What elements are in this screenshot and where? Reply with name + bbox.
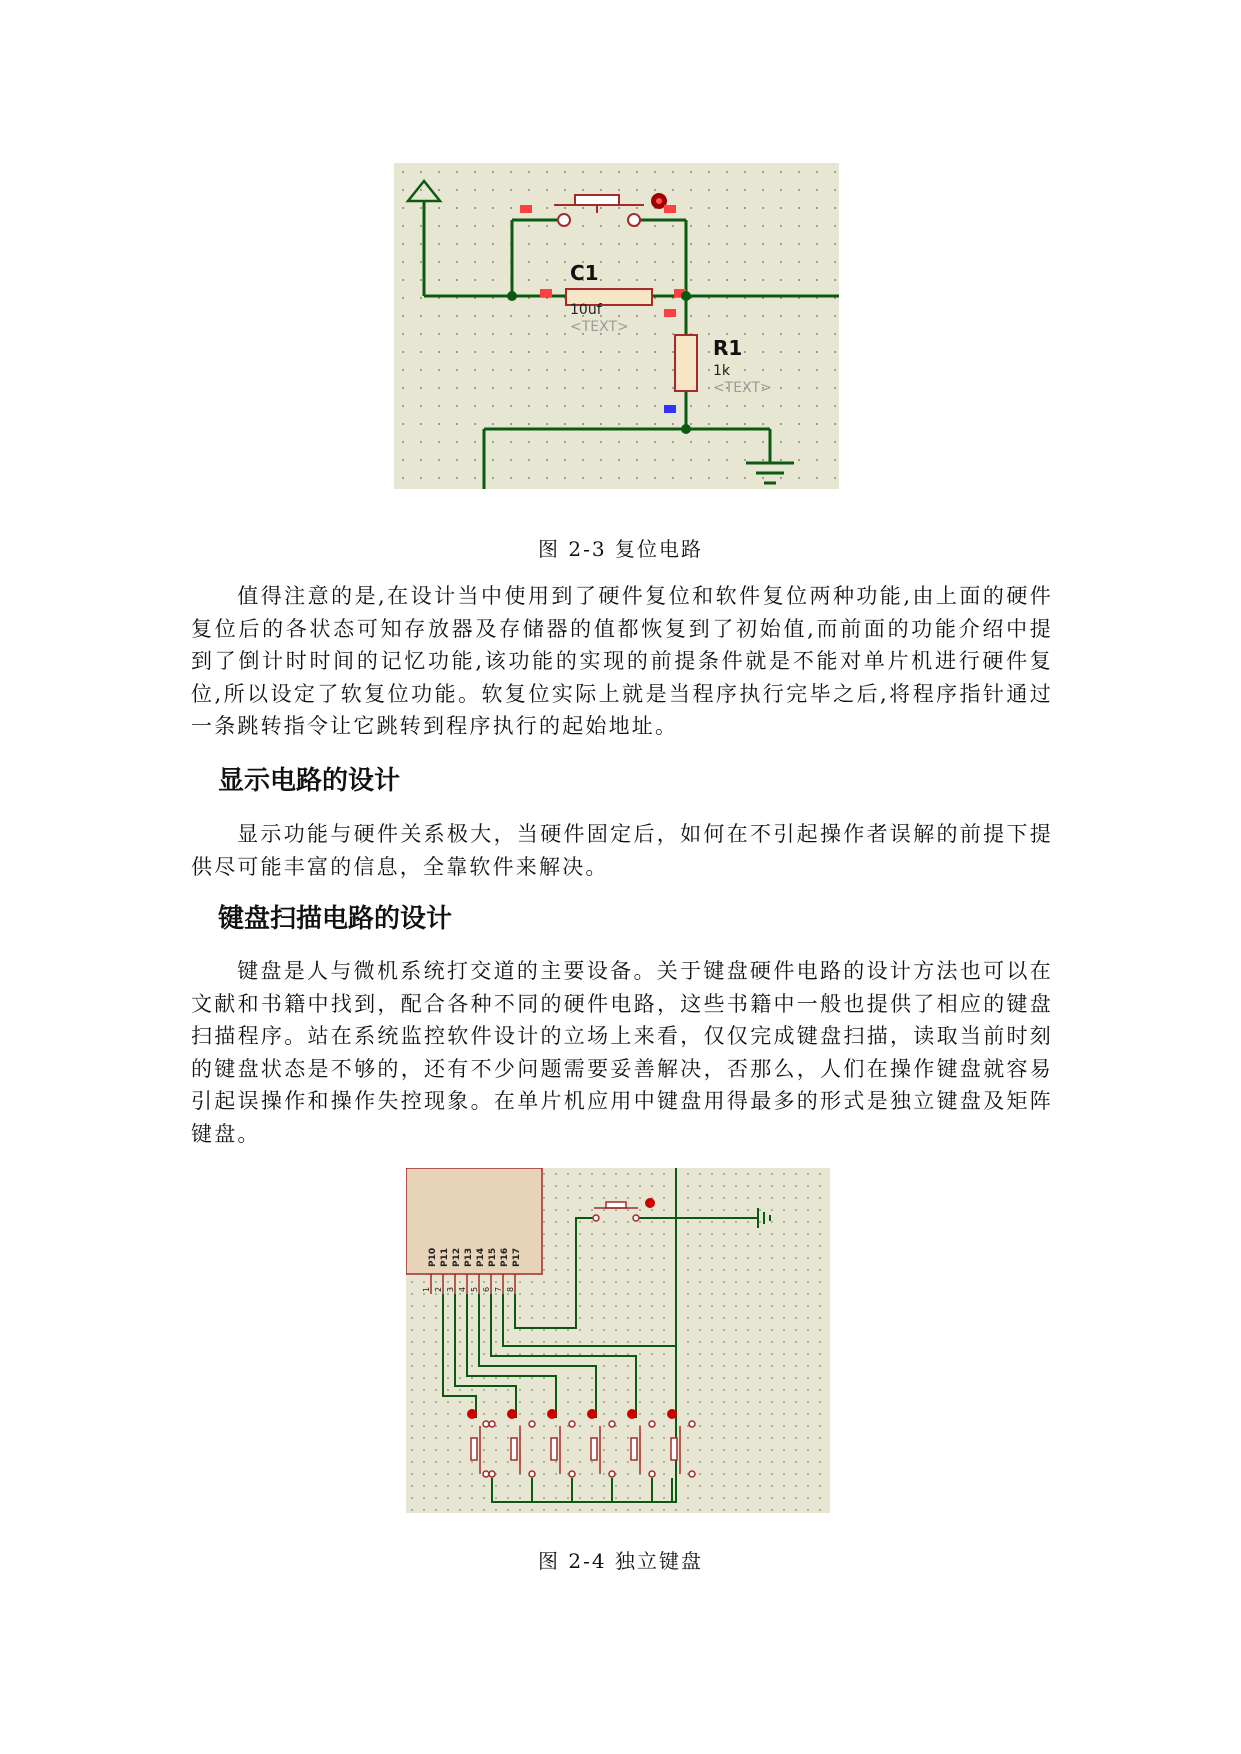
pin-label: P17 xyxy=(512,1247,522,1267)
heading-keyboard-circuit: 键盘扫描电路的设计 xyxy=(218,904,453,934)
pin-label: P10 xyxy=(428,1247,438,1267)
r1-value: 1k xyxy=(713,363,731,379)
pin-number: 2 xyxy=(434,1286,443,1292)
pin-label: P12 xyxy=(452,1247,462,1267)
pin-label: P11 xyxy=(440,1247,450,1267)
pin-label: P16 xyxy=(500,1247,510,1267)
figure-2-3-caption: 图 2-3 复位电路 xyxy=(538,537,703,561)
pin-label: P15 xyxy=(488,1247,498,1267)
pin-number: 3 xyxy=(446,1286,455,1292)
independent-keyboard-figure xyxy=(406,1168,830,1513)
reset-circuit-figure xyxy=(394,163,839,489)
r1-text-placeholder: <TEXT> xyxy=(713,380,772,396)
c1-value: 10uf xyxy=(570,302,602,318)
pin-number: 5 xyxy=(470,1286,479,1292)
paragraph-reset: 值得注意的是,在设计当中使用到了硬件复位和软件复位两种功能,由上面的硬件复位后的各状态可知存放器及存储器的值都恢复到了初始值,而前面的功能介绍中提到了倒计时时间的记忆功能,该功能的实现的前提条件就是不能对单片机进行硬件复位,所以设定了软复位功能。软复位实际上就是当程序执行完毕之后,将程序指针通过一条跳转指令让它跳转到程序执行的起始地址。 xyxy=(191,584,1053,738)
pin-number: 1 xyxy=(422,1286,431,1292)
pin-label: P14 xyxy=(476,1247,486,1267)
r1-label: R1 xyxy=(713,336,743,360)
heading-display-circuit: 显示电路的设计 xyxy=(218,766,401,796)
pin-number: 4 xyxy=(458,1286,467,1292)
pin-number: 8 xyxy=(506,1286,515,1292)
paragraph-display: 显示功能与硬件关系极大，当硬件固定后，如何在不引起操作者误解的前提下提供尽可能丰富的信息，全靠软件来解决。 xyxy=(191,822,1053,879)
c1-text-placeholder: <TEXT> xyxy=(570,319,629,335)
pin-label: P13 xyxy=(464,1247,474,1267)
paragraph-keyboard: 键盘是人与微机系统打交道的主要设备。关于键盘硬件电路的设计方法也可以在文献和书籍中找到，配合各种不同的硬件电路，这些书籍中一般也提供了相应的键盘扫描程序。站在系统监控软件设计的立场上来看，仅仅完成键盘扫描，读取当前时刻的键盘状态是不够的，还有不少问题需要妥善解决，否那么，人们在操作键盘就容易引起误操作和操作失控现象。在单片机应用中键盘用得最多的形式是独立键盘及矩阵键盘。 xyxy=(191,959,1053,1146)
c1-label: C1 xyxy=(570,261,599,285)
pin-number: 7 xyxy=(494,1286,503,1292)
figure-2-4-caption: 图 2-4 独立键盘 xyxy=(538,1549,703,1573)
pin-number: 6 xyxy=(482,1286,491,1292)
